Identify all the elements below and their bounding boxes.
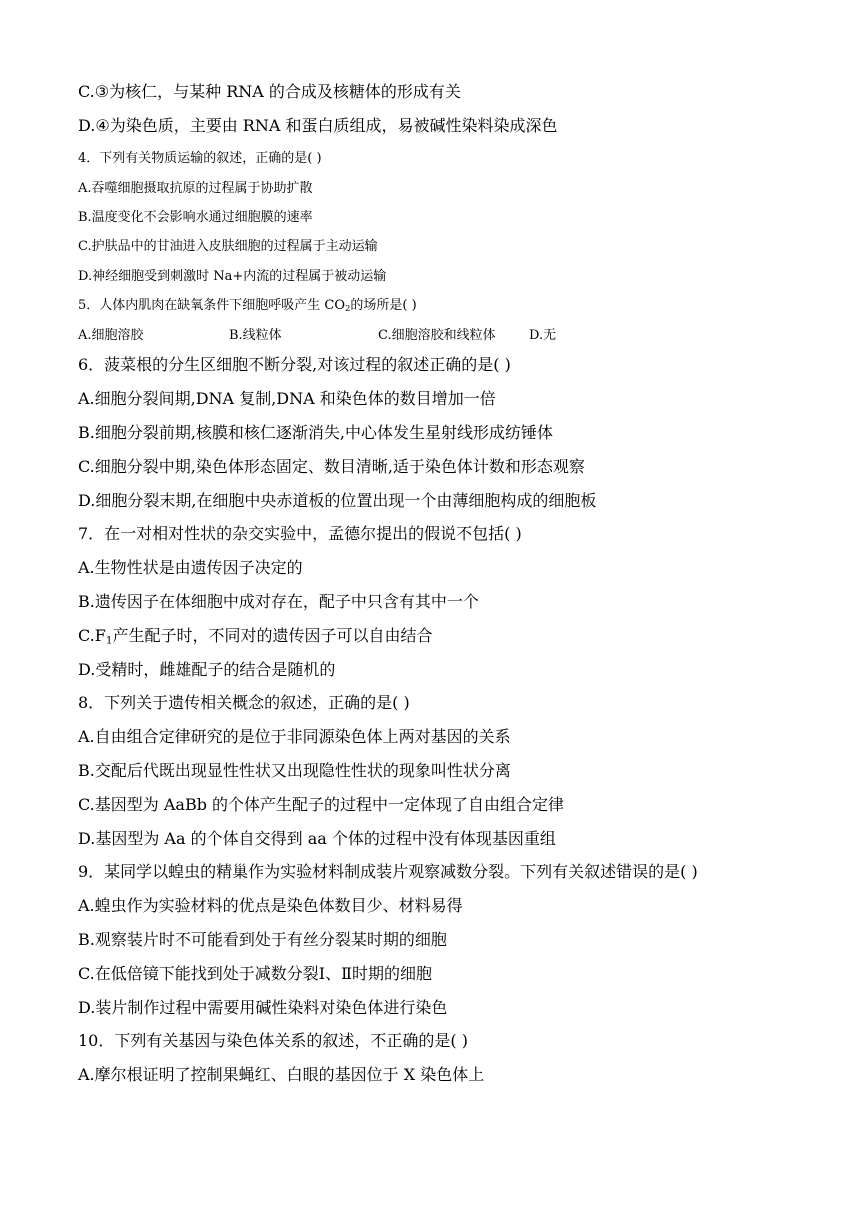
q9-option-c: C.在低倍镜下能找到处于减数分裂Ⅰ、Ⅱ时期的细胞: [78, 964, 432, 983]
q8-option-b: B.交配后代既出现显性性状又出现隐性性状的现象叫性状分离: [78, 761, 511, 780]
q5-stem: [78, 299, 417, 312]
q8-option-d: D.基因型为 Aa 的个体自交得到 aa 个体的过程中没有体现基因重组: [78, 829, 556, 848]
q7-option-c-tail: 产生配子时，不同对的遗传因子可以自由结合: [112, 626, 433, 645]
q4-option-c: C.护肤品中的甘油进入皮肤细胞的过程属于主动运输: [78, 239, 378, 254]
q5-option-d: D.无: [529, 328, 557, 343]
q7-stem: 7．在一对相对性状的杂交实验中，孟德尔提出的假说不包括( ): [78, 524, 522, 543]
q6-option-c: C.细胞分裂中期,染色体形态固定、数目清晰,适于染色体计数和形态观察: [78, 457, 585, 476]
q6-option-d: D.细胞分裂末期,在细胞中央赤道板的位置出现一个由薄细胞构成的细胞板: [78, 491, 597, 510]
q7-option-c-text: C.F: [78, 626, 106, 645]
q4-option-b: B.温度变化不会影响水通过细胞膜的速率: [78, 210, 313, 225]
q7-option-b: B.遗传因子在体细胞中成对存在，配子中只含有其中一个: [78, 592, 479, 611]
q3-option-d: D.④为染色质，主要由 RNA 和蛋白质组成，易被碱性染料染成深色: [78, 116, 558, 135]
q5-option-b: B.线粒体: [229, 328, 282, 343]
q9-option-b: B.观察装片时不可能看到处于有丝分裂某时期的细胞: [78, 930, 447, 949]
q7-option-d: D.受精时，雌雄配子的结合是随机的: [78, 660, 336, 679]
q6-option-b: B.细胞分裂前期,核膜和核仁逐渐消失,中心体发生星射线形成纺锤体: [78, 423, 554, 442]
q5-stem-subscript: 2: [345, 303, 351, 314]
q9-option-d: D.装片制作过程中需要用碱性染料对染色体进行染色: [78, 998, 448, 1017]
q8-stem: 8．下列关于遗传相关概念的叙述，正确的是( ): [78, 693, 410, 712]
q5-option-a: A.细胞溶胶: [78, 328, 144, 343]
q5-stem-text: 5．人体内肌肉在缺氧条件下细胞呼吸产生 CO: [78, 298, 346, 313]
q5-option-c: C.细胞溶胶和线粒体: [378, 328, 496, 343]
q7-option-a: A.生物性状是由遗传因子决定的: [78, 558, 303, 577]
q4-stem: 4．下列有关物质运输的叙述，正确的是( ): [78, 151, 322, 166]
q4-option-a: A.吞噬细胞摄取抗原的过程属于协助扩散: [78, 181, 313, 196]
q3-option-c: C.③为核仁，与某种 RNA 的合成及核糖体的形成有关: [78, 82, 461, 101]
q10-stem: 10．下列有关基因与染色体关系的叙述，不正确的是( ): [78, 1031, 468, 1050]
q5-stem-tail: 的场所是( ): [350, 298, 417, 313]
q4-option-d: D.神经细胞受到刺激时 Na+内流的过程属于被动运输: [78, 269, 387, 284]
q6-option-a: A.细胞分裂间期,DNA 复制,DNA 和染色体的数目增加一倍: [78, 389, 496, 408]
q8-option-c: C.基因型为 AaBb 的个体产生配子的过程中一定体现了自由组合定律: [78, 795, 565, 814]
q9-option-a: A.蝗虫作为实验材料的优点是染色体数目少、材料易得: [78, 896, 463, 915]
q9-stem: 9．某同学以蝗虫的精巢作为实验材料制成装片观察减数分裂。下列有关叙述错误的是( ): [78, 862, 698, 881]
q7-option-c: [78, 626, 433, 647]
q10-option-a: A.摩尔根证明了控制果蝇红、白眼的基因位于 X 染色体上: [78, 1065, 485, 1084]
q8-option-a: A.自由组合定律研究的是位于非同源染色体上两对基因的关系: [78, 727, 511, 746]
q7-option-c-subscript: 1: [105, 634, 113, 647]
q6-stem: 6．菠菜根的分生区细胞不断分裂,对该过程的叙述正确的是( ): [78, 355, 511, 374]
